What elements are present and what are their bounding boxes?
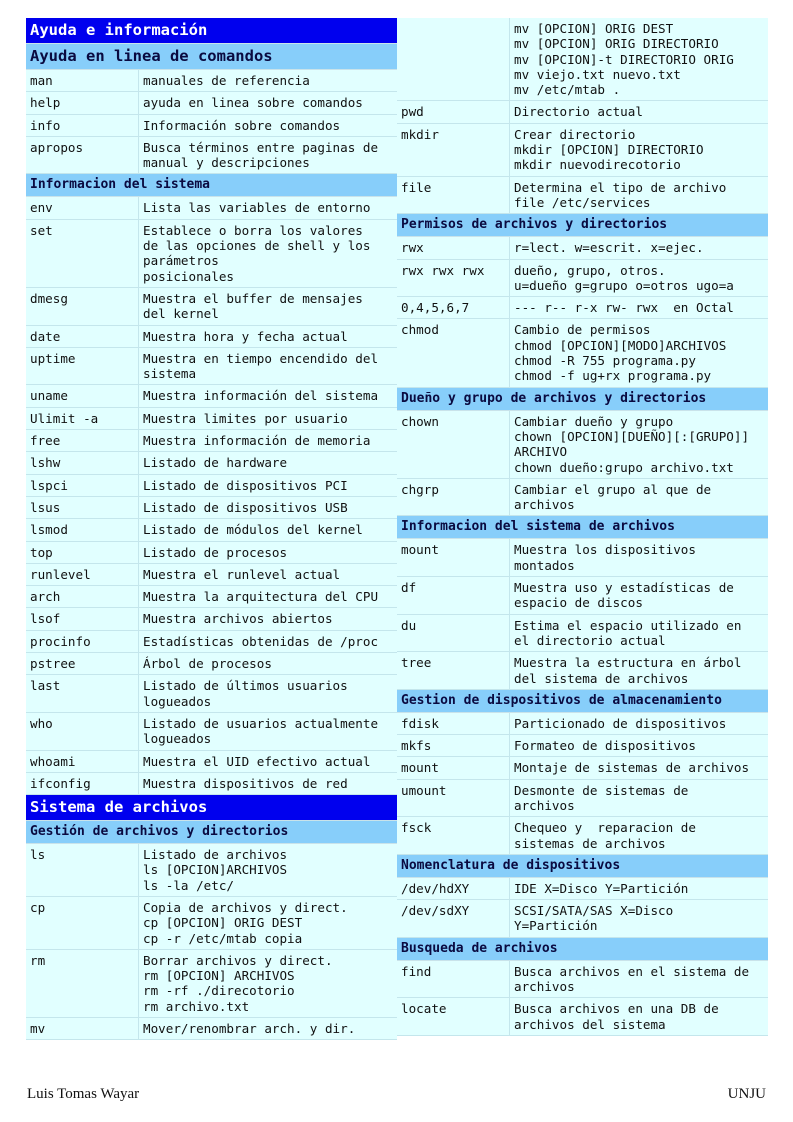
command-name: locate	[397, 998, 510, 1035]
footer-author: Luis Tomas Wayar	[27, 1086, 140, 1102]
command-description: r=lect. w=escrit. x=ejec.	[514, 240, 704, 256]
command-description: Crear directorio mkdir [OPCION] DIRECTORIO mkdir nuevodirecotorio	[514, 126, 704, 173]
command-name: rwx	[397, 237, 510, 258]
command-name: rwx rwx rwx	[397, 260, 510, 297]
command-description: Listado de procesos	[143, 544, 288, 560]
command-row-dmesg	[26, 288, 397, 326]
command-row-chgrp	[397, 479, 768, 517]
command-description: Muestra información de memoria	[143, 433, 371, 449]
command-description: Copia de archivos y direct. cp [OPCION] ORIG DEST cp -r /etc/mtab copia	[143, 899, 348, 946]
subsection-title: Nomenclatura de dispositivos	[397, 855, 768, 878]
subsection-title: Busqueda de archivos	[397, 938, 768, 961]
section-title: Ayuda e información	[26, 18, 397, 44]
command-row-rwx	[397, 237, 768, 259]
command-row-who	[26, 713, 397, 751]
command-description: Muestra la estructura en árbol del sistema de archivos	[514, 655, 742, 686]
command-description: Muestra archivos abiertos	[143, 611, 333, 627]
command-description: ayuda en linea sobre comandos	[143, 95, 363, 111]
command-row-mv	[26, 1018, 397, 1040]
command-description: Formateo de dispositivos	[514, 738, 696, 754]
command-description: Directorio actual	[514, 104, 643, 120]
command-description: Muestra información del sistema	[143, 388, 379, 404]
command-name: ls	[26, 844, 139, 896]
command-name: find	[397, 961, 510, 998]
command-name: pstree	[26, 653, 139, 674]
command-row-lspci	[26, 475, 397, 497]
command-name: free	[26, 430, 139, 451]
command-name: lsmod	[26, 519, 139, 540]
command-name: df	[397, 577, 510, 614]
command-name: man	[26, 70, 139, 91]
command-row-whoami	[26, 751, 397, 773]
command-row-cp	[26, 897, 397, 950]
command-row-pwd	[397, 101, 768, 123]
command-name: date	[26, 326, 139, 347]
command-row-umount	[397, 780, 768, 818]
command-row-ulimit-a	[26, 408, 397, 430]
command-description: Montaje de sistemas de archivos	[514, 760, 750, 776]
command-row-mkfs	[397, 735, 768, 757]
command-description: Muestra la arquitectura del CPU	[143, 589, 379, 605]
command-name: mv	[26, 1018, 139, 1039]
command-description: dueño, grupo, otros. u=dueño g=grupo o=otros ugo=a	[514, 262, 734, 293]
command-row-apropos	[26, 137, 397, 175]
command-name: uptime	[26, 348, 139, 385]
command-row-file	[397, 177, 768, 215]
command-name: Ulimit -a	[26, 408, 139, 429]
command-row-lsof	[26, 608, 397, 630]
command-row-runlevel	[26, 564, 397, 586]
command-name: arch	[26, 586, 139, 607]
section-title: Sistema de archivos	[26, 795, 397, 821]
command-name: mount	[397, 539, 510, 576]
command-name: umount	[397, 780, 510, 817]
command-description: Cambiar el grupo al que de archivos	[514, 481, 712, 513]
command-description: Muestra el UID efectivo actual	[143, 753, 371, 769]
command-name: lsof	[26, 608, 139, 629]
subsection-title: Gestión de archivos y directorios	[26, 821, 397, 844]
command-name: /dev/hdXY	[397, 878, 510, 899]
command-description: Lista las variables de entorno	[143, 200, 371, 216]
command-description: Busca archivos en el sistema de archivos	[514, 963, 750, 995]
command-name: cp	[26, 897, 139, 949]
command-name: top	[26, 542, 139, 563]
command-row-last	[26, 675, 397, 713]
command-row-lsmod	[26, 519, 397, 541]
command-row-fsck	[397, 817, 768, 855]
command-description: Muestra dispositivos de red	[143, 775, 348, 791]
command-description: SCSI/SATA/SAS X=Disco Y=Partición	[514, 903, 674, 934]
command-name: runlevel	[26, 564, 139, 585]
command-description: Cambiar dueño y grupo chown [OPCION][DUEÑO][:[GRUPO]] ARCHIVO chown dueño:grupo archivo.txt	[514, 413, 750, 475]
command-row-ls	[26, 844, 397, 897]
command-name: lshw	[26, 452, 139, 473]
command-name: du	[397, 615, 510, 652]
command-description: Listado de usuarios actualmente logueados	[143, 715, 379, 747]
command-name: fdisk	[397, 713, 510, 734]
command-row-top	[26, 542, 397, 564]
command-description: Listado de dispositivos USB	[143, 499, 348, 515]
command-name: env	[26, 197, 139, 218]
command-row-0-4-5-6-7	[397, 297, 768, 319]
command-row-blank	[397, 18, 768, 101]
command-name: tree	[397, 652, 510, 689]
command-description: Listado de últimos usuarios logueados	[143, 678, 348, 709]
command-row-find	[397, 961, 768, 999]
command-description: Muestra el buffer de mensajes del kernel	[143, 290, 363, 322]
command-description: manuales de referencia	[143, 73, 310, 88]
command-name: /dev/sdXY	[397, 900, 510, 937]
right-column	[397, 18, 768, 1036]
command-description: Muestra en tiempo encendido del sistema	[143, 350, 379, 382]
left-column	[26, 18, 397, 1040]
command-name: set	[26, 220, 139, 287]
command-row-rwx-rwx-rwx	[397, 260, 768, 298]
command-description: Busca archivos en una DB de archivos del sistema	[514, 1001, 719, 1032]
command-name: lsus	[26, 497, 139, 518]
command-row-chmod	[397, 319, 768, 387]
command-row-rm	[26, 950, 397, 1018]
command-description: Borrar archivos y direct. rm [OPCION] ARCHIVOS rm -rf ./direcotorio rm archivo.txt	[143, 952, 333, 1014]
command-row-lshw	[26, 452, 397, 474]
command-row-date	[26, 326, 397, 348]
command-name	[397, 18, 510, 100]
command-row-info	[26, 115, 397, 137]
command-row-lsus	[26, 497, 397, 519]
footer-institution: UNJU	[727, 1086, 766, 1102]
command-description: Muestra los dispositivos montados	[514, 542, 696, 573]
subsection-title: Informacion del sistema de archivos	[397, 516, 768, 539]
command-row-uname	[26, 385, 397, 407]
command-name: ifconfig	[26, 773, 139, 794]
command-description: Mover/renombrar arch. y dir.	[143, 1021, 356, 1037]
command-name: 0,4,5,6,7	[397, 297, 510, 318]
command-row-man	[26, 70, 397, 92]
command-description: Busca términos entre paginas de manual y descripciones	[143, 139, 379, 171]
subsection-title: Ayuda en linea de comandos	[26, 44, 397, 70]
command-name: mkfs	[397, 735, 510, 756]
command-row-dev-hdxy	[397, 878, 768, 900]
command-row-locate	[397, 998, 768, 1036]
subsection-title: Gestion de dispositivos de almacenamiento	[397, 690, 768, 713]
command-description: IDE X=Disco Y=Partición	[514, 880, 689, 896]
command-name: chgrp	[397, 479, 510, 516]
command-description: Muestra hora y fecha actual	[143, 328, 348, 344]
command-description: Particionado de dispositivos	[514, 715, 727, 731]
command-description: Determina el tipo de archivo file /etc/services	[514, 179, 727, 210]
command-description: Información sobre comandos	[143, 117, 341, 133]
command-description: Listado de módulos del kernel	[143, 522, 363, 538]
command-name: apropos	[26, 137, 139, 174]
command-name: mkdir	[397, 124, 510, 176]
command-name: file	[397, 177, 510, 214]
command-row-free	[26, 430, 397, 452]
command-description: Chequeo y reparacion de sistemas de archivos	[514, 820, 696, 851]
command-name: mount	[397, 757, 510, 778]
command-description: Cambio de permisos chmod [OPCION][MODO]ARCHIVOS chmod -R 755 programa.py chmod -f ug+rx programa.py	[514, 322, 727, 384]
command-description: Muestra uso y estadísticas de espacio de discos	[514, 580, 734, 611]
subsection-title: Permisos de archivos y directorios	[397, 214, 768, 237]
command-name: chmod	[397, 319, 510, 386]
command-name: procinfo	[26, 631, 139, 652]
command-row-uptime	[26, 348, 397, 386]
command-name: chown	[397, 411, 510, 478]
command-description: Estima el espacio utilizado en el directorio actual	[514, 617, 742, 648]
command-row-df	[397, 577, 768, 615]
command-name: fsck	[397, 817, 510, 854]
command-description: Estadísticas obtenidas de /proc	[143, 633, 379, 649]
command-row-chown	[397, 411, 768, 479]
command-row-set	[26, 220, 397, 288]
command-description: --- r-- r-x rw- rwx en Octal	[514, 300, 734, 316]
command-row-env	[26, 197, 397, 219]
command-description: Establece o borra los valores de las opciones de shell y los parámetros posicionales	[143, 222, 371, 284]
command-row-arch	[26, 586, 397, 608]
command-name: rm	[26, 950, 139, 1017]
command-name: uname	[26, 385, 139, 406]
command-name: dmesg	[26, 288, 139, 325]
command-description: Listado de hardware	[143, 455, 288, 471]
command-name: pwd	[397, 101, 510, 122]
subsection-title: Dueño y grupo de archivos y directorios	[397, 388, 768, 411]
command-row-mkdir	[397, 124, 768, 177]
command-name: info	[26, 115, 139, 136]
command-name: lspci	[26, 475, 139, 496]
command-row-procinfo	[26, 631, 397, 653]
command-description: Listado de dispositivos PCI	[143, 477, 348, 493]
command-description: Desmonte de sistemas de archivos	[514, 782, 689, 813]
command-description: mv [OPCION] ORIG DEST mv [OPCION] ORIG DIRECTORIO mv [OPCION]-t DIRECTORIO ORIG mv viejo.txt nuevo.txt mv /etc/mtab .	[514, 21, 734, 98]
command-row-pstree	[26, 653, 397, 675]
command-row-mount	[397, 757, 768, 779]
command-row-du	[397, 615, 768, 653]
command-name: who	[26, 713, 139, 750]
command-name: whoami	[26, 751, 139, 772]
command-description: Listado de archivos ls [OPCION]ARCHIVOS ls -la /etc/	[143, 847, 288, 893]
command-row-mount	[397, 539, 768, 577]
command-description: Muestra limites por usuario	[143, 410, 348, 426]
command-description: Muestra el runlevel actual	[143, 566, 341, 582]
command-row-dev-sdxy	[397, 900, 768, 938]
command-name: last	[26, 675, 139, 712]
subsection-title: Informacion del sistema	[26, 174, 397, 197]
command-row-fdisk	[397, 713, 768, 735]
command-row-tree	[397, 652, 768, 690]
command-row-ifconfig	[26, 773, 397, 795]
command-name: help	[26, 92, 139, 113]
command-row-help	[26, 92, 397, 114]
command-description: Árbol de procesos	[143, 656, 272, 672]
